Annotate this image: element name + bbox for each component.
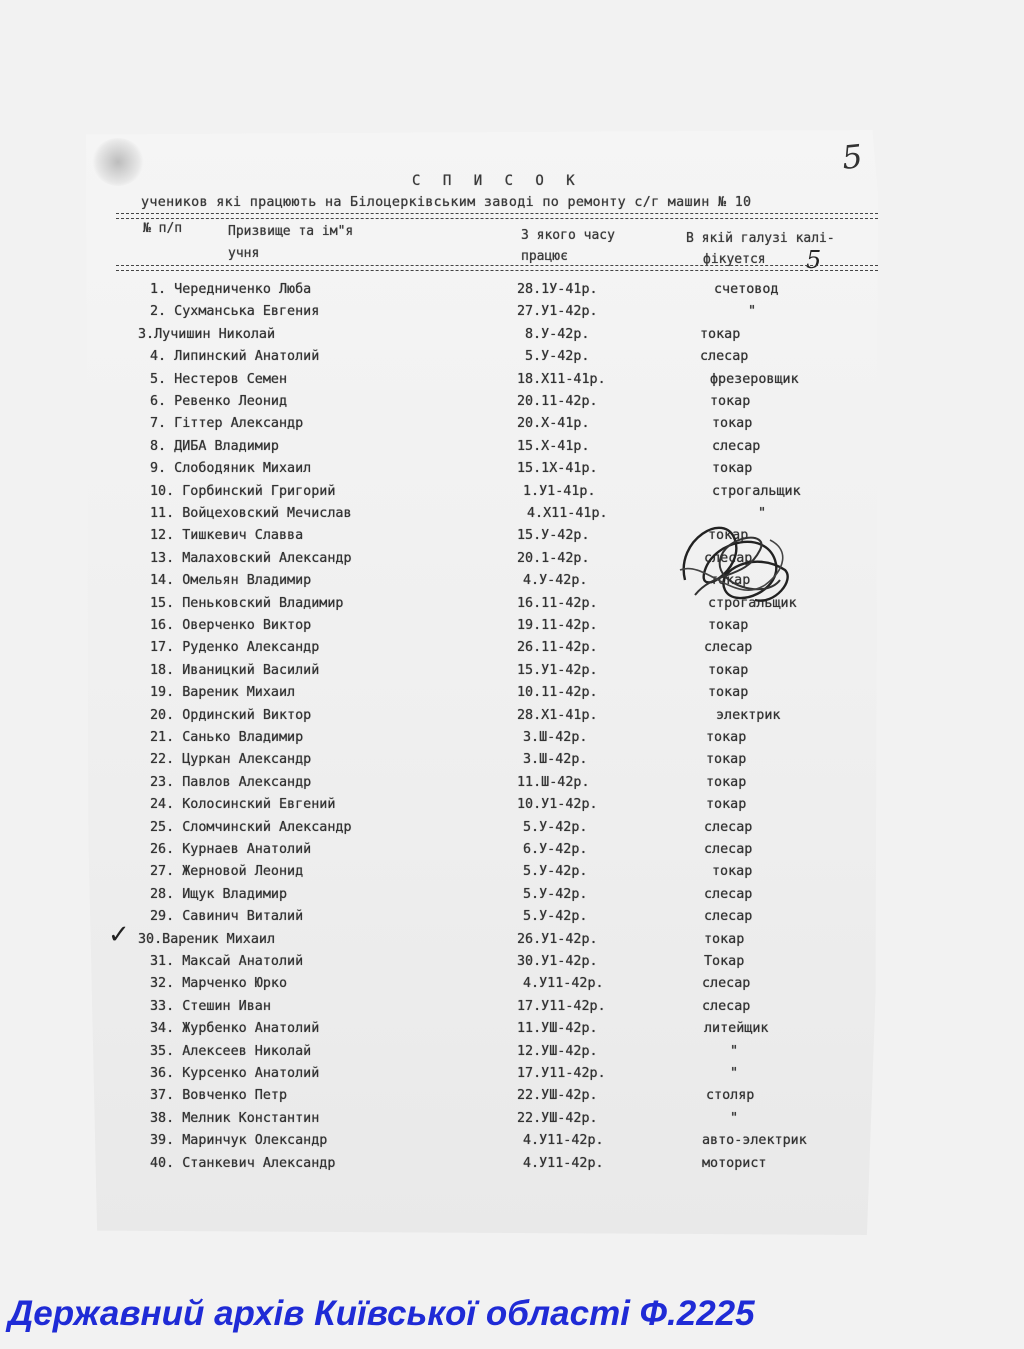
page-number: 5 [840, 137, 865, 177]
table-row [0, 573, 1024, 595]
table-row [0, 327, 1024, 349]
student-name: 12. Тишкевич Славва [150, 528, 304, 544]
header-trade-line2: фікуется [703, 252, 766, 267]
start-date: 5.У-42р. [523, 864, 588, 880]
header-date-line1: З якого часу [521, 228, 615, 243]
start-date: 5.У-42р. [523, 909, 588, 925]
table-row [0, 528, 1024, 550]
qualification: слесар [704, 550, 753, 566]
table-row [0, 1088, 1024, 1110]
header-rule-top [116, 213, 878, 219]
student-name: 20. Ординский Виктор [150, 707, 312, 723]
student-name: 33. Стешин Иван [150, 998, 271, 1014]
qualification: моторист [702, 1155, 767, 1171]
qualification: токар [706, 730, 747, 745]
archive-caption: Державний архів Київської області Ф.2225 [8, 1294, 755, 1333]
start-date: 19.11-42р. [517, 618, 598, 633]
student-name: 7. Гіттер Александр [150, 416, 304, 432]
signature-scribble [665, 510, 805, 630]
student-name: 8. ДИБА Владимир [150, 438, 279, 454]
qualification: Токар [704, 954, 745, 969]
qualification: авто-электрик [702, 1133, 807, 1149]
qualification: строгальщик [708, 595, 797, 611]
table-row [0, 842, 1024, 864]
header-number: № п/п [143, 221, 183, 236]
table-row [0, 775, 1024, 797]
table-row [0, 416, 1024, 438]
qualification: слесар [704, 819, 753, 835]
qualification: слесар [700, 349, 749, 365]
table-row [0, 349, 1024, 371]
table-row [0, 551, 1024, 573]
student-name: 39. Маринчук Олександр [150, 1133, 328, 1149]
start-date: 15.Х-41р. [517, 438, 590, 454]
start-date: 1.У1-41р. [523, 483, 596, 499]
student-name: 27. Жерновой Леонид [150, 864, 304, 880]
start-date: 5.У-42р. [523, 886, 588, 902]
qualification: слесар [704, 640, 753, 656]
check-mark-icon: ✓ [108, 920, 130, 950]
qualification: слесар [704, 842, 753, 857]
qualification: слесар [702, 998, 751, 1014]
start-date: 4.У11-42р. [523, 1155, 604, 1171]
start-date: 4.У11-42р. [523, 1133, 604, 1149]
header-name-line2: учня [228, 246, 260, 261]
start-date: 22.УШ-42р. [517, 1110, 598, 1126]
start-date: 5.У-42р. [523, 819, 588, 835]
qualification: токар [708, 685, 749, 701]
table-row [0, 640, 1024, 662]
student-name: 1. Чередниченко Люба [150, 282, 312, 297]
document-subtitle: учеников які працюють на Білоцерківським заводі по ремонту с/г машин № 10 [141, 195, 752, 210]
start-date: 12.УШ-42р. [517, 1043, 598, 1059]
qualification: " [748, 304, 757, 320]
header-rule-bottom [116, 265, 878, 271]
student-name: 37. Вовченко Петр [150, 1088, 288, 1104]
student-name: 16. Оверченко Виктор [150, 618, 312, 633]
start-date: 20.1-42р. [517, 550, 590, 566]
student-name: 26. Курнаев Анатолий [150, 842, 312, 857]
start-date: 26.У1-42р. [517, 931, 598, 947]
start-date: 4.У11-42р. [523, 976, 604, 992]
document-title: С П И С О К [412, 173, 582, 189]
table-row [0, 685, 1024, 707]
table-row [0, 439, 1024, 461]
start-date: 3.Ш-42р. [523, 730, 588, 745]
start-date: 28.1У-41р. [517, 282, 598, 297]
student-name: 38. Мелник Константин [150, 1110, 320, 1126]
qualification: токар [706, 797, 747, 813]
table-row [0, 618, 1024, 640]
start-date: 28.Х1-41р. [517, 707, 598, 723]
table-row [0, 887, 1024, 909]
qualification: литейщик [704, 1021, 769, 1037]
table-row [0, 1133, 1024, 1155]
student-name: 17. Руденко Александр [150, 640, 320, 656]
start-date: 3.Ш-42р. [523, 752, 588, 768]
student-name: 5. Нестеров Семен [150, 371, 288, 387]
qualification: " [730, 1043, 739, 1059]
table-row [0, 282, 1024, 304]
header-trade-line1: В якій галузі калі- [686, 231, 835, 246]
start-date: 8.У-42р. [525, 326, 590, 342]
student-name: 34. Журбенко Анатолий [150, 1021, 320, 1037]
qualification: слесар [702, 976, 751, 992]
qualification: слесар [704, 909, 753, 925]
student-name: 40. Станкевич Александр [150, 1155, 336, 1171]
student-name: 13. Малаховский Александр [150, 550, 352, 566]
start-date: 6.У-42р. [523, 842, 588, 857]
table-row [0, 461, 1024, 483]
qualification: токар [700, 326, 741, 342]
start-date: 5.У-42р. [525, 349, 590, 365]
student-name: 23. Павлов Александр [150, 774, 312, 790]
table-row [0, 1156, 1024, 1178]
student-name: 19. Вареник Михаил [150, 685, 296, 701]
qualification: токар [708, 618, 749, 633]
qualification: строгальщик [712, 483, 801, 499]
table-row [0, 820, 1024, 842]
start-date: 10.У1-42р. [517, 797, 598, 813]
student-name: 21. Санько Владимир [150, 730, 304, 745]
start-date: 20.11-42р. [517, 394, 598, 409]
table-row [0, 932, 1024, 954]
student-name: 36. Курсенко Анатолий [150, 1066, 320, 1081]
table-row [0, 976, 1024, 998]
student-name: 6. Ревенко Леонид [150, 394, 288, 409]
start-date: 11.Ш-42р. [517, 774, 590, 790]
qualification: слесар [712, 438, 761, 454]
student-name: 3.Лучишин Николай [138, 326, 276, 342]
start-date: 20.Х-41р. [517, 416, 590, 432]
start-date: 17.У11-42р. [517, 1066, 606, 1081]
table-row [0, 372, 1024, 394]
start-date: 11.УШ-42р. [517, 1021, 598, 1037]
handwritten-mark: 5 [806, 246, 822, 274]
table-row [0, 1044, 1024, 1066]
qualification: токар [704, 931, 745, 947]
table-row [0, 1021, 1024, 1043]
student-name: 32. Марченко Юрко [150, 976, 288, 992]
start-date: 15.1Х-41р. [517, 461, 598, 477]
student-name: 11. Войцеховский Мечислав [150, 506, 352, 521]
qualification: токар [710, 394, 751, 409]
student-name: 10. Горбинский Григорий [150, 483, 336, 499]
qualification: токар [706, 774, 747, 790]
qualification: токар [712, 864, 753, 880]
qualification: счетовод [714, 282, 779, 297]
header-date-line2: працює [521, 249, 568, 264]
student-name: 15. Пеньковский Владимир [150, 595, 344, 611]
student-name: 4. Липинский Анатолий [150, 349, 320, 365]
qualification: токар [712, 461, 753, 477]
student-name: 28. Ищук Владимир [150, 886, 288, 902]
student-name: 35. Алексеев Николай [150, 1043, 312, 1059]
student-name: 25. Сломчинский Александр [150, 819, 352, 835]
table-row [0, 1111, 1024, 1133]
qualification: столяр [706, 1088, 755, 1104]
student-name: 22. Цуркан Александр [150, 752, 312, 768]
qualification: токар [708, 662, 749, 678]
qualification: токар [708, 528, 749, 544]
start-date: 18.Х11-41р. [517, 371, 606, 387]
start-date: 27.У1-42р. [517, 304, 598, 320]
table-row [0, 394, 1024, 416]
qualification: фрезеровщик [710, 371, 799, 387]
table-row [0, 909, 1024, 931]
table-row [0, 304, 1024, 326]
student-name: 24. Колосинский Евгений [150, 797, 336, 813]
qualification: " [730, 1066, 739, 1081]
start-date: 30.У1-42р. [517, 954, 598, 969]
table-row [0, 864, 1024, 886]
table-row [0, 730, 1024, 752]
qualification: токар [712, 416, 753, 432]
qualification: " [758, 506, 767, 521]
table-row [0, 752, 1024, 774]
table-row [0, 484, 1024, 506]
start-date: 10.11-42р. [517, 685, 598, 701]
start-date: 15.У-42р. [517, 528, 590, 544]
start-date: 17.У11-42р. [517, 998, 606, 1014]
header-name-line1: Призвище та ім"я [228, 224, 354, 239]
table-row [0, 506, 1024, 528]
start-date: 22.УШ-42р. [517, 1088, 598, 1104]
qualification: электрик [716, 707, 781, 723]
table-row [0, 663, 1024, 685]
start-date: 15.У1-42р. [517, 662, 598, 678]
start-date: 16.11-42р. [517, 595, 598, 611]
table-row [0, 596, 1024, 618]
paper-stain [92, 138, 144, 186]
qualification: " [730, 1110, 739, 1126]
student-name: 29. Савинич Виталий [150, 909, 304, 925]
student-name: 2. Сухманська Евгения [150, 304, 320, 320]
qualification: токар [706, 752, 747, 768]
table-row [0, 954, 1024, 976]
table-row [0, 1066, 1024, 1088]
table-row [0, 999, 1024, 1021]
start-date: 4.У-42р. [523, 573, 588, 589]
student-name: 14. Омельян Владимир [150, 573, 312, 589]
student-name: 18. Иваницкий Василий [150, 662, 320, 678]
table-row [0, 708, 1024, 730]
qualification: слесар [704, 886, 753, 902]
student-name: 9. Слободяник Михаил [150, 461, 312, 477]
student-name: 31. Максай Анатолий [150, 954, 304, 969]
start-date: 26.11-42р. [517, 640, 598, 656]
qualification: токар [710, 573, 751, 589]
start-date: 4.Х11-41р. [527, 506, 608, 521]
table-row [0, 797, 1024, 819]
student-name: 30.Вареник Михаил [138, 931, 276, 947]
